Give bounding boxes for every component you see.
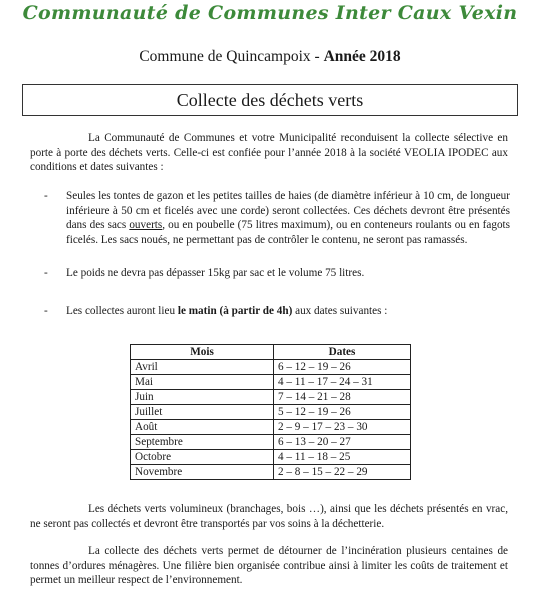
organization-title: Communauté de Communes Inter Caux Vexin	[22, 2, 518, 24]
month-cell: Mai	[131, 375, 274, 390]
dates-cell: 2 – 8 – 15 – 22 – 29	[274, 465, 411, 480]
bullet-text: Le poids ne devra pas dépasser 15kg par sac et le volume 75 litres.	[66, 267, 365, 279]
table-row	[131, 405, 411, 420]
bullet-text-part2: aux dates suivantes :	[292, 305, 388, 317]
intro-paragraph: La Communauté de Communes et votre Municipalité reconduisent la collecte sélective en porte à porte des déchets verts. Celle-ci est confiée pour l’année 2018 à la société VEOLIA IPODEC aux conditions et dates suivantes :	[30, 132, 508, 173]
environment-paragraph: La collecte des déchets verts permet de détourner de l’incinération plusieurs centaines de tonnes d’ordures ménagères. Une filière bien organisée contribue ainsi à limiter les coûts de traitement et permet un meilleur respect de l’environnement.	[30, 545, 508, 586]
commune-name: Commune de Quincampoix -	[139, 48, 324, 65]
bullet-weight-limit	[44, 266, 510, 281]
dates-cell: 4 – 11 – 18 – 25	[274, 450, 411, 465]
table-header-row	[131, 345, 411, 360]
month-cell: Novembre	[131, 465, 274, 480]
table-row	[131, 450, 411, 465]
bullet-dash: -	[44, 267, 48, 279]
month-cell: Juillet	[131, 405, 274, 420]
bullet-dash: -	[44, 190, 48, 202]
table-row	[131, 465, 411, 480]
month-cell: Avril	[131, 360, 274, 375]
dates-cell: 2 – 9 – 17 – 23 – 30	[274, 420, 411, 435]
table-row	[131, 390, 411, 405]
table-row	[131, 420, 411, 435]
bullet-text-underlined: ouverts	[129, 219, 163, 231]
column-header-month: Mois	[131, 345, 274, 360]
table-row	[131, 375, 411, 390]
document-title: Collecte des déchets verts	[22, 84, 518, 116]
bullet-text-part1: Seules les tontes de gazon et les petites tailles de haies (de diamètre inférieur à 10 cm, de longueur inférieure à 50 cm et ficelés avec une corde) seront collectées. Ces déchets devront être présentés dans des sacs	[66, 190, 510, 231]
dates-cell: 6 – 12 – 19 – 26	[274, 360, 411, 375]
month-cell: Juin	[131, 390, 274, 405]
collection-dates-table	[130, 344, 411, 480]
bullet-dash: -	[44, 305, 48, 317]
bullet-text-part2: , ou en poubelle (75 litres maximum), ou en conteneurs roulants ou en fagots ficelés. Les sacs noués, ne permettant pas de contrôler le contenu, ne seront pas ramassés.	[66, 219, 510, 246]
month-cell: Octobre	[131, 450, 274, 465]
dates-cell: 4 – 11 – 17 – 24 – 31	[274, 375, 411, 390]
table-row	[131, 435, 411, 450]
bullet-waste-types	[44, 189, 510, 247]
commune-subtitle	[0, 48, 540, 66]
bullet-collection-time	[44, 304, 510, 319]
month-cell: Août	[131, 420, 274, 435]
table-row	[131, 360, 411, 375]
dates-cell: 5 – 12 – 19 – 26	[274, 405, 411, 420]
year-label: Année 2018	[323, 48, 401, 65]
column-header-dates: Dates	[274, 345, 411, 360]
bullet-text-part1: Les collectes auront lieu	[66, 305, 178, 317]
dates-cell: 6 – 13 – 20 – 27	[274, 435, 411, 450]
dates-cell: 7 – 14 – 21 – 28	[274, 390, 411, 405]
bulky-waste-paragraph: Les déchets verts volumineux (branchages, bois …), ainsi que les déchets présentés en vrac, ne seront pas collectés et devront être transportés par vos soins à la déchetterie.	[30, 503, 508, 530]
month-cell: Septembre	[131, 435, 274, 450]
bullet-text-bold: le matin (à partir de 4h)	[177, 305, 293, 317]
